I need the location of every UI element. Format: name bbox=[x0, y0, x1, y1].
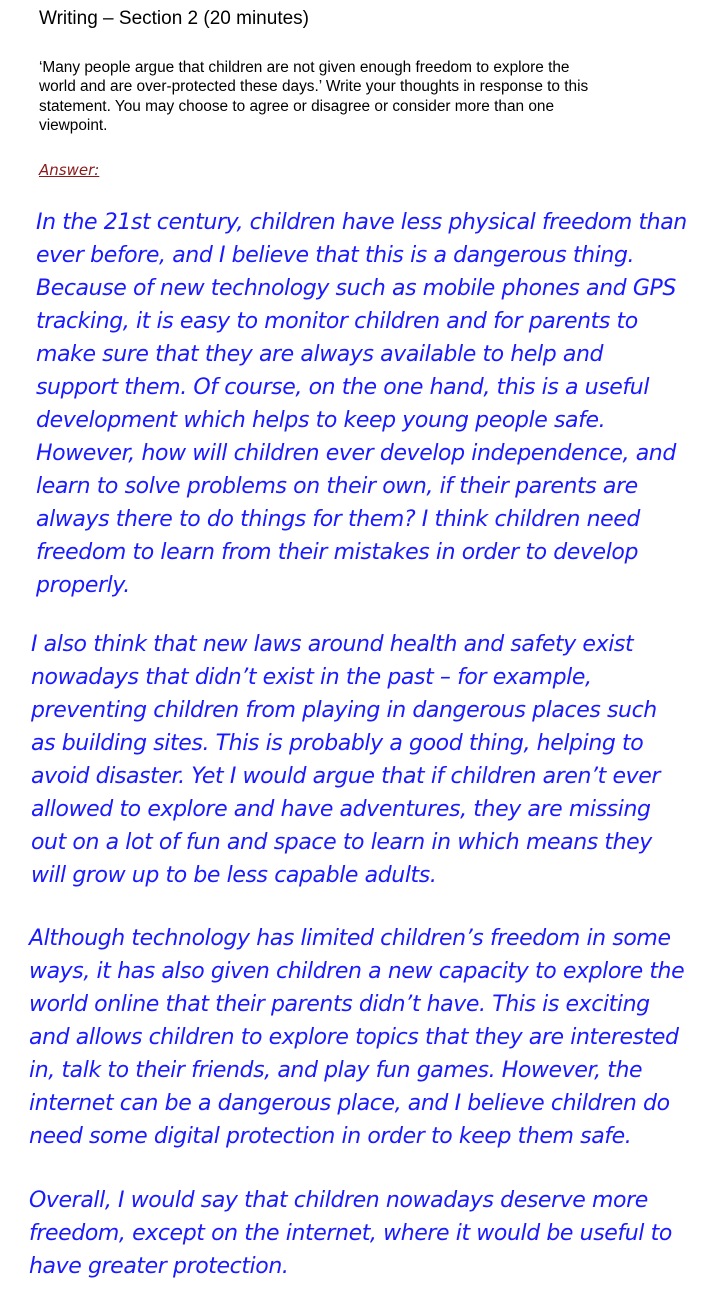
answer-paragraph-3 bbox=[29, 922, 684, 1153]
answer-line: development which helps to keep young people safe. bbox=[36, 408, 606, 433]
answer-line: always there to do things for them? I think children need bbox=[36, 507, 640, 532]
answer-line: Overall, I would say that children nowadays deserve more bbox=[29, 1188, 648, 1213]
answer-line: allowed to explore and have adventures, they are missing bbox=[31, 797, 651, 822]
prompt-line: world and are over-protected these days.’ Write your thoughts in response to this bbox=[39, 78, 589, 96]
answer-paragraph-1 bbox=[36, 206, 687, 602]
section-title: Writing – Section 2 (20 minutes) bbox=[39, 8, 309, 29]
answer-line: ways, it has also given children a new capacity to explore the bbox=[29, 959, 685, 984]
answer-line: In the 21st century, children have less physical freedom than bbox=[36, 210, 687, 235]
answer-line: Although technology has limited children’s freedom in some bbox=[29, 926, 671, 951]
prompt-line: ‘Many people argue that children are not given enough freedom to explore the bbox=[39, 59, 570, 76]
answer-line: tracking, it is easy to monitor children and for parents to bbox=[36, 309, 638, 334]
answer-line: internet can be a dangerous place, and I believe children do bbox=[29, 1091, 670, 1116]
answer-paragraph-4 bbox=[29, 1184, 672, 1283]
answer-line: as building sites. This is probably a good thing, helping to bbox=[31, 731, 644, 756]
answer-line: and allows children to explore topics that they are interested bbox=[29, 1025, 679, 1050]
answer-line: nowadays that didn’t exist in the past – for example, bbox=[31, 665, 592, 690]
prompt-line: statement. You may choose to agree or disagree or consider more than one bbox=[39, 97, 555, 115]
answer-line: make sure that they are always available to help and bbox=[36, 342, 604, 367]
answer-line: freedom, except on the internet, where it would be useful to bbox=[29, 1221, 672, 1246]
answer-line: ever before, and I believe that this is a dangerous thing. bbox=[36, 243, 635, 268]
answer-line: out on a lot of fun and space to learn in which means they bbox=[31, 830, 652, 855]
answer-line: avoid disaster. Yet I would argue that if children aren’t ever bbox=[31, 764, 660, 789]
writing-prompt bbox=[39, 58, 725, 135]
answer-line: freedom to learn from their mistakes in order to develop bbox=[36, 540, 639, 565]
answer-line: learn to solve problems on their own, if their parents are bbox=[36, 474, 638, 499]
prompt-line: viewpoint. bbox=[39, 116, 108, 134]
answer-paragraph-2 bbox=[31, 628, 660, 892]
answer-line: properly. bbox=[36, 573, 130, 598]
answer-line: need some digital protection in order to keep them safe. bbox=[29, 1124, 632, 1149]
answer-label: Answer: bbox=[39, 161, 100, 179]
answer-line: preventing children from playing in dangerous places such bbox=[31, 698, 657, 723]
answer-line: have greater protection. bbox=[29, 1254, 289, 1279]
answer-line: will grow up to be less capable adults. bbox=[31, 863, 437, 888]
answer-line: support them. Of course, on the one hand, this is a useful bbox=[36, 375, 650, 400]
answer-line: in, talk to their friends, and play fun games. However, the bbox=[29, 1058, 643, 1083]
answer-line: world online that their parents didn’t have. This is exciting bbox=[29, 992, 650, 1017]
answer-line: However, how will children ever develop independence, and bbox=[36, 441, 676, 466]
answer-line: Because of new technology such as mobile phones and GPS bbox=[36, 276, 676, 301]
answer-line: I also think that new laws around health and safety exist bbox=[31, 632, 634, 657]
